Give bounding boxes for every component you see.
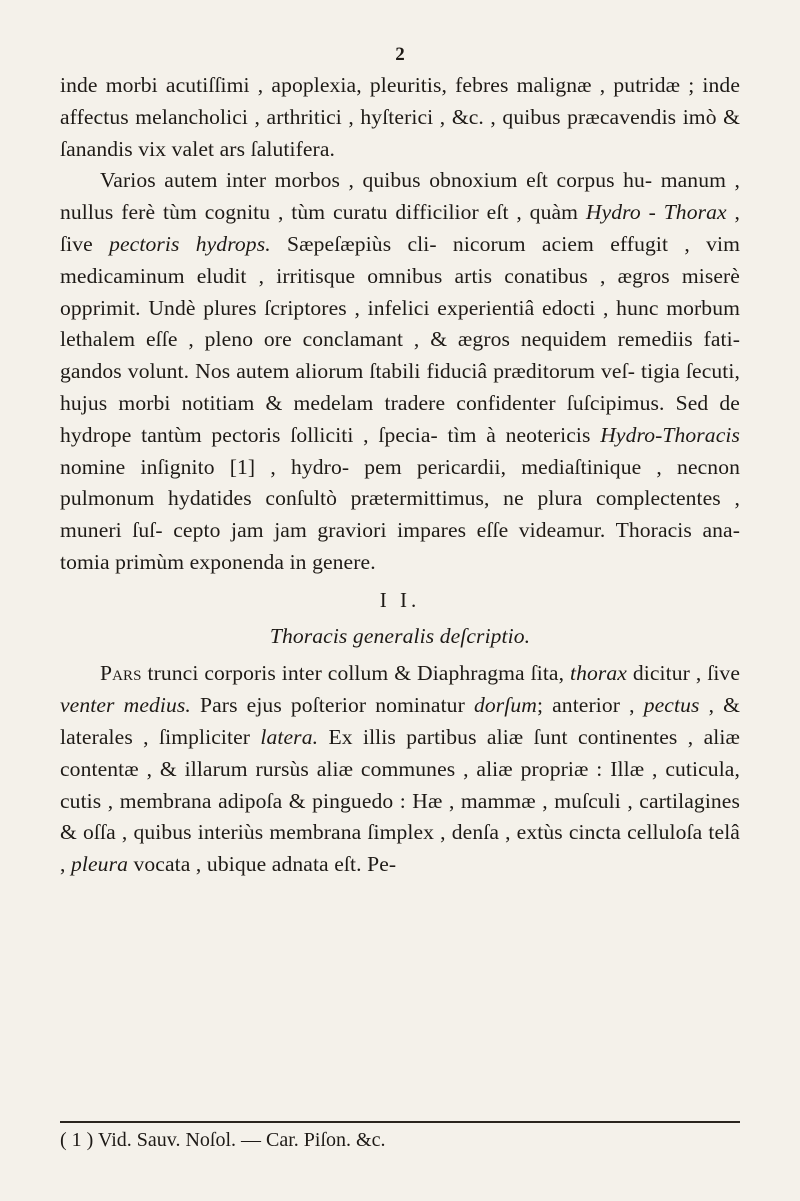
footnote-divider (60, 1121, 740, 1123)
paragraph-2-text: Varios autem inter morbos , quibus obnoxium eſt corpus hu- manum , nullus ferè tùm cognitu , tùm curatu difficilior eſt , quàm (60, 168, 740, 225)
term-pectus: pectus (643, 693, 700, 718)
paragraph-2-text: Sæpeſæpiùs cli- nicorum aciem effugit , vim medicaminum eludit , irritisque omnibus artis conatibus , ægros miserè opprimit. Undè plures ſcriptores , infelici experientiâ edocti , hunc morbum lethalem eſſe , pleno ore conclamant , & ægros nequidem remediis fati- gandos volunt. Nos autem aliorum ſtabili fiduciâ præditorum veſ- tigia ſecuti, hujus morbi notitiam & medelam tradere confidenter ſuſcipimus. Sed de hydrope tantùm pectoris ſolliciti , ſpecia- tìm à neotericis (60, 231, 741, 447)
paragraph-3-text: ; anterior , (536, 693, 635, 718)
paragraph-3-text: , & laterales , ſimpliciter (60, 693, 741, 749)
section-title: Thoracis generalis deſcriptio. (269, 623, 531, 648)
term-latera: latera. (260, 724, 319, 749)
paragraph-1 (60, 70, 740, 165)
term-pectoris-hydrops: pectoris hydrops. (109, 231, 271, 256)
term-hydro-thorax: Hydro - Thorax (585, 200, 727, 225)
paragraph-3-text: dicitur , ſive (632, 661, 741, 686)
paragraph-3-text: vocata , ubique adnata eſt. Pe- (133, 852, 397, 877)
page-number: 2 (395, 44, 405, 65)
term-dorsum: dorſum (473, 693, 537, 718)
footnote: ( 1 ) Vid. Sauv. Noſol. — Car. Piſon. &c. (60, 1129, 386, 1151)
paragraph-1-line-2: putridæ ; inde affectus melancholici , arthritici , hyſterici , (60, 73, 740, 129)
paragraph-1-line-1: inde morbi acutiſſimi , apoplexia, pleuritis, febres malignæ , (60, 73, 606, 97)
paragraph-1-line-3: &c. , quibus præcavendis imò & ſanandis vix valet ars ſalutifera. (60, 104, 741, 161)
paragraph-2 (60, 165, 740, 578)
term-thorax: thorax (570, 661, 627, 686)
paragraph-3-lead: Pars (100, 661, 142, 686)
paragraph-3-text: Pars ejus poſterior nominatur (199, 693, 465, 718)
paragraph-2-text: nomine inſignito [1] , hydro- pem pericardii, mediaſtinique , necnon pulmonum hydatides conſultò prætermittimus, ne plura complectentes , muneri ſuſ- cepto jam jam graviori impares eſſe videamur. Thoracis ana- tomia primùm exponenda in genere. (60, 454, 740, 574)
term-hydro-thoracis: Hydro-Thoracis (600, 422, 740, 447)
term-venter-medius: venter medius. (60, 693, 191, 718)
section-number: I I. (379, 587, 421, 612)
paragraph-3-text: trunci corporis inter collum & Diaphragma ſita, (147, 661, 565, 686)
body-text (60, 70, 740, 881)
paragraph-3-text: Ex illis partibus aliæ ſunt continentes , aliæ contentæ , & illarum rursùs aliæ communes , aliæ propriæ : Illæ , cuticula, cutis , membrana adipoſa & pinguedo : Hæ , mammæ , muſculi , cartilagines & oſſa , quibus interiùs membrana ſimplex , denſa , extùs cincta celluloſa telâ , (60, 724, 740, 877)
paragraph-3 (60, 658, 740, 881)
term-pleura: pleura (71, 852, 128, 877)
paragraph-2-text: , ſive (60, 200, 741, 256)
